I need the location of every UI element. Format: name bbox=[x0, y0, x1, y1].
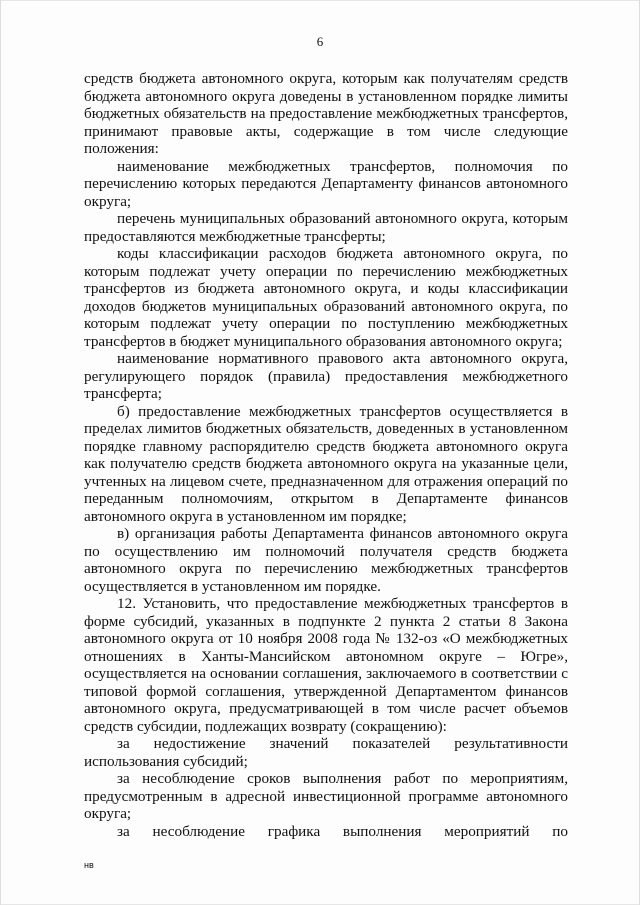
paragraph: за недостижение значений показателей результативности использования субсидий; bbox=[84, 735, 568, 770]
paragraph: наименование нормативного правового акта автономного округа, регулирующего порядок (правила) предоставления межбюджетного трансферта; bbox=[84, 350, 568, 402]
page-left-edge bbox=[0, 0, 1, 905]
paragraph: 12. Установить, что предоставление межбюджетных трансфертов в форме субсидий, указанных в подпункте 2 пункта 2 статьи 8 Закона автономного округа от 10 ноября 2008 года № 132-оз «О межбюджетных отношениях в Ханты-Мансийском автономном округе – Югре», осуществляется на основании соглашения, заключаемого в соответствии с типовой формой соглашения, утвержденной Департаментом финансов автономного округа, предусматривающей в том числе расчет объемов средств субсидии, подлежащих возврату (сокращению): bbox=[84, 595, 568, 735]
footer-mark: нв bbox=[84, 860, 94, 870]
paragraph: перечень муниципальных образований автономного округа, которым предоставляются межбюджетные трансферты; bbox=[84, 210, 568, 245]
paragraph: средств бюджета автономного округа, которым как получателям средств бюджета автономного округа доведены в установленном порядке лимиты бюджетных обязательств на предоставление межбюджетных трансфертов, принимают правовые акты, содержащие в том числе следующие положения: bbox=[84, 70, 568, 157]
paragraph: в) организация работы Департамента финансов автономного округа по осуществлению им полномочий получателя средств бюджета автономного округа по перечислению межбюджетных трансфертов осуществляется в установленном им порядке. bbox=[84, 525, 568, 595]
page-number: 6 bbox=[316, 34, 324, 49]
paragraph: б) предоставление межбюджетных трансфертов осуществляется в пределах лимитов бюджетных обязательств, доведенных в установленном порядке главному распорядителю средств бюджета автономного округа как получателю средств бюджета автономного округа на указанные цели, учтенных на лицевом счете, предназначенном для отражения операций по переданным полномочиям, открытом в Департаменте финансов автономного округа в установленном им порядке; bbox=[84, 402, 568, 525]
paragraph: за несоблюдение сроков выполнения работ по мероприятиям, предусмотренным в адресной инвестиционной программе автономного округа; bbox=[84, 770, 568, 822]
document-body bbox=[84, 70, 568, 840]
paragraph: за несоблюдение графика выполнения мероприятий по bbox=[117, 822, 568, 840]
paragraph: коды классификации расходов бюджета автономного округа, по которым подлежат учету операции по перечислению межбюджетных трансфертов из бюджета автономного округа, и коды классификации доходов бюджетов муниципальных образований автономного округа, по которым подлежат учету операции по поступлению межбюджетных трансфертов в бюджет муниципального образования автономного округа; bbox=[84, 245, 568, 350]
paragraph: наименование межбюджетных трансфертов, полномочия по перечислению которых передаются Департаменту финансов автономного округа; bbox=[84, 157, 568, 210]
